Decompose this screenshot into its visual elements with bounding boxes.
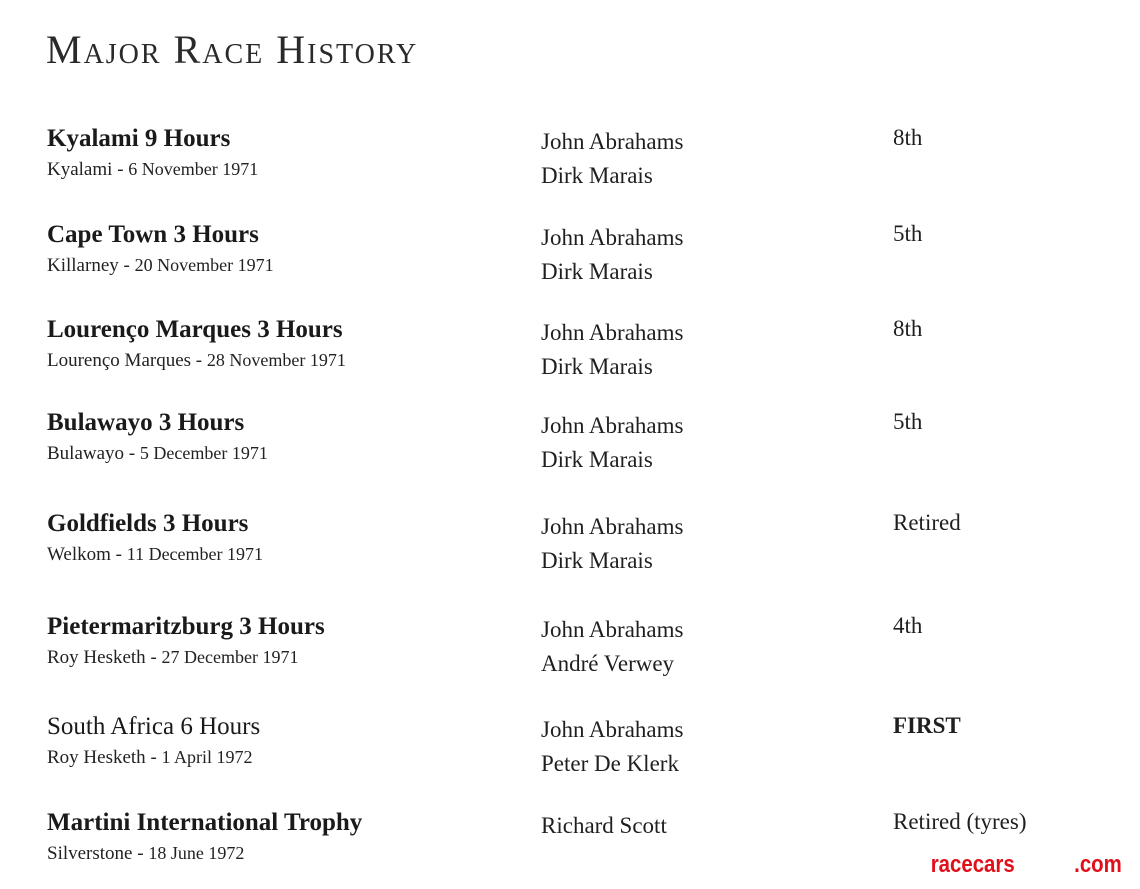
race-date: 11 December 1971 <box>126 544 264 564</box>
driver-name: John Abrahams <box>541 129 684 154</box>
driver-name: Richard Scott <box>541 813 667 838</box>
driver-name: John Abrahams <box>541 320 684 345</box>
race-entry <box>0 510 1140 590</box>
race-name: South Africa 6 Hours <box>47 713 261 740</box>
race-venue: Kyalami <box>47 159 113 180</box>
race-entry <box>0 316 1140 396</box>
race-result: 8th <box>893 125 923 150</box>
race-date: 6 November 1971 <box>128 159 259 179</box>
race-date: 18 June 1972 <box>148 843 245 863</box>
race-venue: Roy Hesketh <box>47 747 146 768</box>
race-date: 20 November 1971 <box>134 255 274 275</box>
race-venue-date: Roy Hesketh - 1 April 1972 <box>47 747 253 768</box>
race-date: 28 November 1971 <box>206 350 346 370</box>
page-title: Major Race History <box>46 27 419 72</box>
driver-name: Dirk Marais <box>541 548 653 573</box>
race-result: 5th <box>893 221 923 246</box>
race-result: Retired <box>893 510 961 535</box>
race-entry <box>0 409 1140 489</box>
race-name: Goldfields 3 Hours <box>47 510 249 537</box>
watermark-right: .com <box>1074 851 1122 878</box>
driver-name: Dirk Marais <box>541 354 653 379</box>
race-name: Cape Town 3 Hours <box>47 221 259 248</box>
driver-name: Dirk Marais <box>541 163 653 188</box>
driver-name: Dirk Marais <box>541 447 653 472</box>
driver-name: John Abrahams <box>541 225 684 250</box>
race-result: FIRST <box>893 713 961 738</box>
race-venue: Roy Hesketh <box>47 647 146 668</box>
race-venue-date: Lourenço Marques - 28 November 1971 <box>47 350 346 371</box>
driver-name: Dirk Marais <box>541 259 653 284</box>
race-result: Retired (tyres) <box>893 809 1027 834</box>
driver-name: John Abrahams <box>541 413 684 438</box>
race-venue: Welkom <box>47 544 111 565</box>
race-name: Bulawayo 3 Hours <box>47 409 245 436</box>
race-venue-date: Kyalami - 6 November 1971 <box>47 159 259 180</box>
race-entry <box>0 221 1140 301</box>
race-venue: Silverstone <box>47 843 133 864</box>
race-result: 4th <box>893 613 923 638</box>
driver-name: André Verwey <box>541 651 675 676</box>
race-drivers <box>541 613 683 681</box>
race-drivers <box>541 510 683 578</box>
race-drivers <box>541 316 683 384</box>
driver-name: John Abrahams <box>541 514 684 539</box>
race-entry <box>0 125 1140 205</box>
race-name: Kyalami 9 Hours <box>47 125 231 152</box>
race-drivers <box>541 713 683 781</box>
race-venue-date: Roy Hesketh - 27 December 1971 <box>47 647 299 668</box>
driver-name: John Abrahams <box>541 717 684 742</box>
race-drivers <box>541 125 683 193</box>
race-result: 8th <box>893 316 923 341</box>
race-venue-date: Bulawayo - 5 December 1971 <box>47 443 268 464</box>
race-name: Pietermaritzburg 3 Hours <box>47 613 325 640</box>
race-drivers <box>541 409 683 477</box>
driver-name: Peter De Klerk <box>541 751 679 776</box>
race-venue: Killarney <box>47 255 119 276</box>
racecars-watermark <box>931 851 1122 879</box>
race-venue-date: Welkom - 11 December 1971 <box>47 544 264 565</box>
race-date: 1 April 1972 <box>161 747 253 767</box>
race-venue-date: Killarney - 20 November 1971 <box>47 255 274 276</box>
race-date: 27 December 1971 <box>161 647 299 667</box>
race-drivers <box>541 221 683 289</box>
race-name: Martini International Trophy <box>47 809 363 836</box>
race-date: 5 December 1971 <box>139 443 268 463</box>
race-venue: Bulawayo <box>47 443 125 464</box>
driver-name: John Abrahams <box>541 617 684 642</box>
race-venue: Lourenço Marques <box>47 350 192 371</box>
race-result: 5th <box>893 409 923 434</box>
watermark-left: racecars <box>930 851 1015 878</box>
race-drivers <box>541 809 667 843</box>
race-entry <box>0 613 1140 693</box>
race-venue-date: Silverstone - 18 June 1972 <box>47 843 245 864</box>
race-entry <box>0 713 1140 793</box>
race-name: Lourenço Marques 3 Hours <box>47 316 343 343</box>
